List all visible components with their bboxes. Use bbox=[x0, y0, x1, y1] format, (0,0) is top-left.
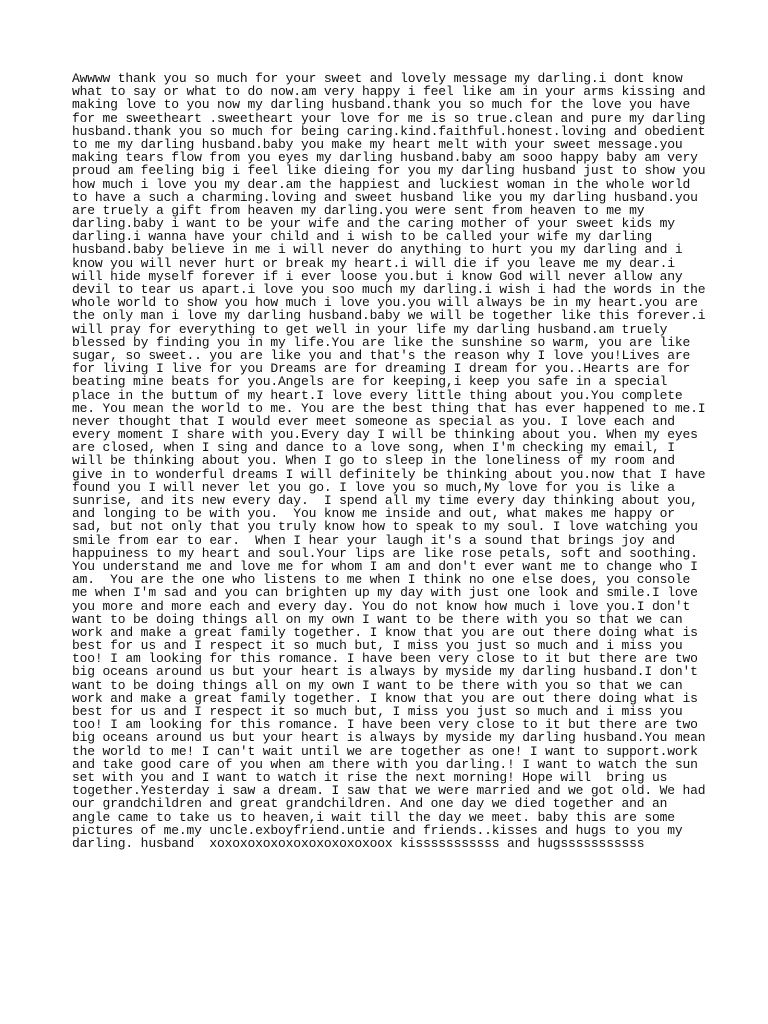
text-line: want to be doing things all on my own I want to be there with you so that we can bbox=[72, 677, 683, 693]
text-line: darling.i wanna have your child and i wish to be called your wife my darling bbox=[72, 229, 652, 245]
text-line: darling.baby i want to be your wife and the caring mother of your sweet kids my bbox=[72, 216, 675, 232]
text-line: best for us and I respect it so much but, I miss you just so much and i miss you bbox=[72, 638, 683, 654]
text-line: will be thinking about you. When I go to sleep in the loneliness of my room and bbox=[72, 453, 675, 469]
text-line: Awwww thank you so much for your sweet and lovely message my darling.i dont know bbox=[72, 71, 683, 86]
text-line: sunrise, and its new every day. I spend all my time every day thinking about you, bbox=[72, 493, 698, 508]
text-line: to me my darling husband.baby you make my heart melt with your sweet message.you bbox=[72, 136, 683, 152]
text-line: beating mine beats for you.Angels are for keeping,i keep you safe in a special bbox=[72, 374, 668, 390]
text-line: making love to you now my darling husband.thank you so much for the love you have bbox=[72, 97, 691, 113]
text-line: want to be doing things all on my own I want to be there with you so that we can bbox=[72, 611, 683, 627]
text-line: give in to wonderful dreams I will definitely be thinking about you.now that I have bbox=[72, 466, 706, 482]
text-line: and longing to be with you. You know me inside and out, what makes me happy or bbox=[72, 506, 675, 522]
text-line: how much i love you my dear.am the happiest and luckiest woman in the whole world bbox=[72, 176, 691, 192]
text-line: together.Yesterday i saw a dream. I saw that we were married and we got old. We had bbox=[72, 783, 706, 799]
text-line: are closed, when I sing and dance to a love song, when I'm checking my email, I bbox=[72, 440, 675, 456]
text-line: darling. husband xoxoxoxoxoxoxoxoxoxoxoox kisssssssssss and hugsssssssssss bbox=[72, 835, 645, 851]
text-line: too! I am looking for this romance. I have been very close to it but there are two bbox=[72, 651, 698, 667]
text-line: our grandchildren and great grandchildren. And one day we died together and an bbox=[72, 796, 668, 812]
text-line: happuiness to my heart and soul.Your lips are like rose petals, soft and soothing. bbox=[72, 545, 698, 561]
text-line: found you I will never let you go. I love you so much,My love for you is like a bbox=[72, 479, 675, 495]
text-line: husband.baby believe in me i will never do anything to hurt you my darling and i bbox=[72, 242, 683, 258]
text-line: set with you and I want to watch it rise the next morning! Hope will bring us bbox=[72, 769, 668, 785]
text-line: are truely a gift from heaven my darling.you were sent from heaven to me my bbox=[72, 202, 645, 218]
text-line: you more and more each and every day. You do not know how much i love you.I don't bbox=[72, 598, 691, 614]
text-line: work and make a great family together. I know that you are out there doing what is bbox=[72, 624, 698, 640]
text-line: know you will never hurt or break my heart.i will die if you leave me my dear.i bbox=[72, 255, 675, 271]
text-line: big oceans around us but your heart is always by myside my darling husband.You mean bbox=[72, 730, 706, 746]
text-line: to have a such a charming.loving and sweet husband like you my darling husband.you bbox=[72, 189, 698, 205]
text-line: the world to me! I can't wait until we are together as one! I want to support.work bbox=[72, 743, 698, 759]
text-line: and take good care of you when am there with you darling.! I want to watch the sun bbox=[72, 756, 698, 772]
text-line: every moment I share with you.Every day I will be thinking about you. When my eyes bbox=[72, 427, 698, 443]
text-line: angle came to take us to heaven,i wait till the day we meet. baby this are some bbox=[72, 809, 675, 825]
text-line: for me sweetheart .sweetheart your love for me is so true.clean and pure my darling bbox=[72, 110, 706, 126]
text-line: me. You mean the world to me. You are the best thing that has ever happened to me.I bbox=[72, 400, 706, 416]
text-line: whole world to show you how much i love you.you will always be in my heart.you are bbox=[72, 295, 698, 311]
text-line: big oceans around us but your heart is always by myside my darling husband.I don't bbox=[72, 664, 698, 680]
text-line: blessed by finding you in my life.You are like the sunshine so warm, you are like bbox=[72, 334, 691, 350]
text-line: will hide myself forever if i ever loose you.but i know God will never allow any bbox=[72, 268, 683, 284]
text-line: what to say or what to do now.am very happy i feel like am in your arms kissing and bbox=[72, 84, 706, 100]
text-line: smile from ear to ear. When I hear your laugh it's a sound that brings joy and bbox=[72, 532, 675, 548]
letter-body bbox=[72, 72, 712, 850]
text-line: am. You are the one who listens to me when I think no one else does, you console bbox=[72, 572, 691, 588]
text-line: husband.thank you so much for being caring.kind.faithful.honest.loving and obedient bbox=[72, 123, 706, 139]
text-line: best for us and I respect it so much but, I miss you just so much and i miss you bbox=[72, 704, 683, 719]
text-line: for living I live for you Dreams are for dreaming I dream for you..Hearts are for bbox=[72, 361, 691, 377]
text-line: devil to tear us apart.i love you soo much my darling.i wish i had the words in the bbox=[72, 282, 706, 297]
text-line: making tears flow from you eyes my darling husband.baby am sooo happy baby am very bbox=[72, 150, 698, 166]
text-line: pictures of me.my uncle.exboyfriend.untie and friends..kisses and hugs to you my bbox=[72, 822, 683, 838]
text-line: proud am feeling big i feel like dieing for you my darling husband just to show you bbox=[72, 163, 706, 179]
text-line: will pray for everything to get well in your life my darling husband.am truely bbox=[72, 321, 668, 337]
text-line: never thought that I would ever meet someone as special as you. I love each and bbox=[72, 413, 675, 429]
text-line: too! I am looking for this romance. I have been very close to it but there are two bbox=[72, 717, 698, 733]
text-line: me when I'm sad and you can brighten up my day with just one look and smile.I love bbox=[72, 585, 698, 601]
text-line: sad, but not only that you truly know how to speak to my soul. I love watching you bbox=[72, 519, 698, 535]
text-line: sugar, so sweet.. you are like you and that's the reason why I love you!Lives are bbox=[72, 347, 691, 363]
text-line: place in the buttum of my heart.I love every little thing about you.You complete bbox=[72, 387, 683, 403]
text-line: work and make a great family together. I know that you are out there doing what is bbox=[72, 690, 698, 706]
text-line: You understand me and love me for whom I am and don't ever want me to change who I bbox=[72, 558, 698, 574]
text-line: the only man i love my darling husband.baby we will be together like this forever.i bbox=[72, 308, 706, 324]
